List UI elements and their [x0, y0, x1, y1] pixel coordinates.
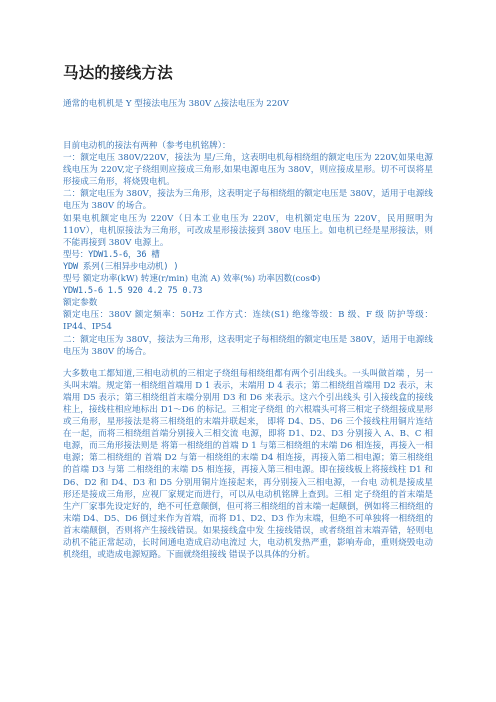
rated-params-heading: 额定参数	[63, 298, 98, 309]
document-title: 马达的接线方法	[63, 64, 173, 82]
spec-values-line: YDW1.5-6 1.5 920 4.2 75 0.73	[63, 286, 203, 297]
paragraph-case-one: 一：额定电压 380V/220V，接法为 星/三角，这表明电机每相绕组的额定电压为 220V,如果电源线电压为 220V,定子绕组则应接成三角形,如果电源电压为 380V，则应接成星形。切不可误将星形接成三角形，将烧毁电机。	[63, 153, 433, 188]
model-line: 型号：YDW1.5-6，36 槽	[63, 249, 160, 260]
spec-header-line: 型号 额定功率(kW) 转速(r/min) 电流 A) 效率(%) 功率因数(cosΦ)	[63, 274, 321, 285]
document-subtitle: 通常的电机机是 Y 型接法电压为 380V △接法电压为 220V	[63, 99, 289, 109]
paragraph-wiring-explanation: 大多数电工都知道,三相电动机的三相定子绕组每相绕组都有两个引出线头。一头叫做首端 ，另一头叫末端。规定第一相绕组首端用 D 1 表示，末端用 D 4 表示；第二相绕组首端用 D2 表示，末端用 D5 表示；第三相绕组首末端分别用 D3 和 D6 来表示。这六个引出线头 引入接线盒的接线柱上，接线柱相应地标出 D1～D6 的标记。三相定子绕组 的六根端头可将三相定子绕组接成星形或三角形，星形接法是将三相绕组的末端并联起来， 即将 D4、D5、D6 三个接线柱用铜片连结在一起，而将三相绕组首端分别接入三相交流 电源，即将 D1、D2、D3 分别接入 A、B、C 相电源，而三角形接法则是 将第一相绕组的首端 D 1 与第三相绕组的末端 D6 相连接，再接入一相电源；第二相绕组的 首端 D2 与第一相绕组的末端 D4 相连接，再接入第二相电源；第三相绕组的首端 D3 与第 二相绕组的末端 D5 相连接，再接入第三相电源。即在接线板上将接线柱 D1 和 D6、D2 和 D4、D3 和 D5 分别用铜片连接起来，再分别接入三相电源，一台电 动机是接成星形还是接成三角形，应视厂家规定而进行，可以从电动机铭牌上查到。三相 定子绕组的首末端是生产厂家事先设定好的，绝不可任意颠倒，但可将三相绕组的首末端一起颠倒，例如将三相绕组的末端 D4、D5、D6 倒过来作为首端，而将 D1、D2、D3 作为末端，但绝不可单独将一相绕组的首末端颠倒，否则将产生接线错误。如果接线盒中发 生接线错误，或者绕组首末端弄错，轻则电动机不能正常起动，长时间通电造成启动电流过 大，电动机发热严重，影响寿命，重则烧毁电动机绕组，或造成电源短路。下面就绕组接线 错误予以具体的分析。	[63, 368, 433, 561]
paragraph-intro: 目前电动机的接法有两种（参考电机铭牌）：	[63, 141, 231, 151]
document-body	[63, 140, 433, 561]
paragraph-220v-note: 如果电机额定电压为 220V（日本工业电压为 220V，电机额定电压为 220V，民用照明为 110V），电机原接法为三角形，可改成星形接法接到 380V 电压上。如电机已经是星形接法，则不能再接到 380V 电源上。	[63, 213, 433, 248]
rated-params-line: 额定电压：380V 额定频率：50Hz 工作方式：连续(S1) 绝缘等级：B 级、F 级 防护等级：IP44、IP54	[63, 310, 433, 333]
series-line: YDW 系列(三相异步电动机) )	[63, 261, 179, 272]
paragraph-case-two-repeat: 二：额定电压为 380V，接法为三角形，这表明定子每相绕组的额定电压是 380V，适用于电源线电压为 380V 的场合。	[63, 334, 433, 357]
paragraph-case-two: 二：额定电压为 380V，接法为三角形，这表明定子每相绕组的额定电压是 380V，适用于电源线电压为 380V 的场合。	[63, 189, 433, 212]
